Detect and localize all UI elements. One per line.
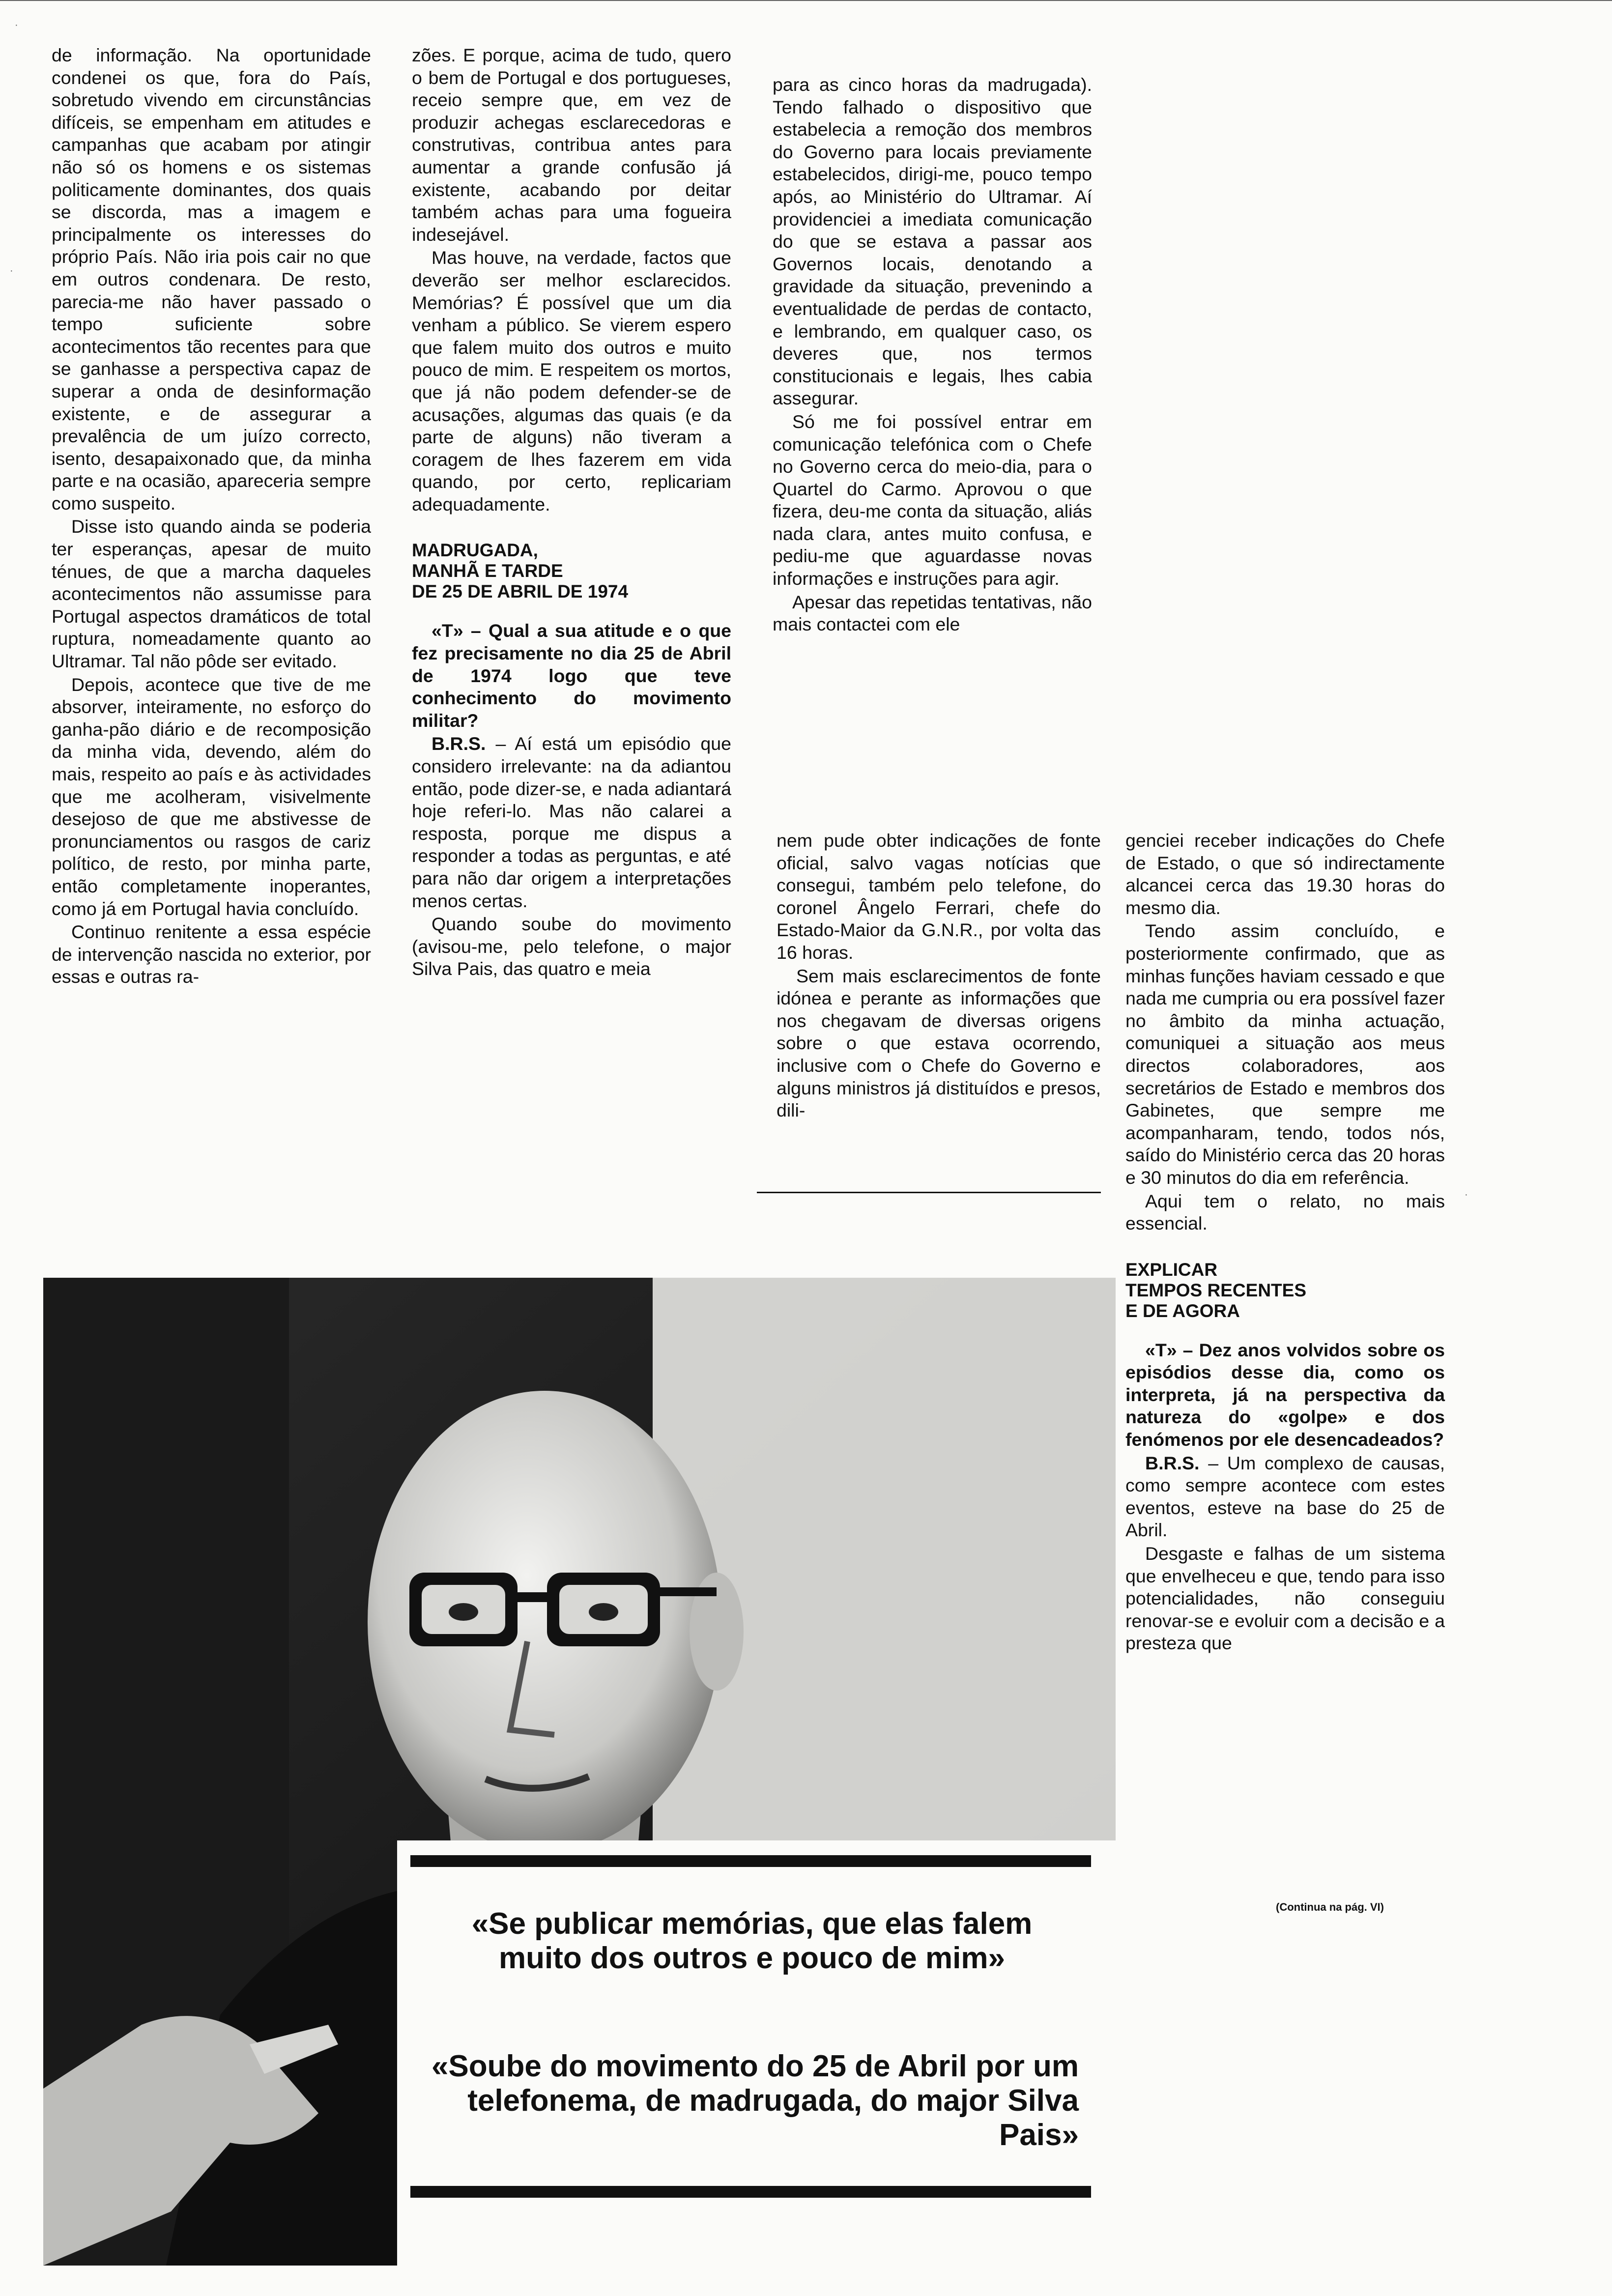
pull-quote-silva-pais: «Soube do movimento do 25 de Abril por um telefonema, de madrugada, do major Silva Pais»: [431, 2049, 1079, 2152]
article-column-1: [52, 44, 371, 988]
heading-line: DE 25 DE ABRIL DE 1974: [412, 581, 629, 602]
col4-paragraph: Tendo assim concluído, e posteriormente confirmado, que as minhas funções haviam cessado e que nada me cumpria ou era possível fazer no âmbito da minha actuação, comuniquei a situação aos meus directos colaboradores, aos secretários de Estado e membros dos Gabinetes, que sempre me acompanharam, tendo, todos nós, saído do Ministério cerca das 20 horas e 30 minutos do dia em referência.: [1125, 920, 1445, 1188]
print-speck: ·: [1465, 1189, 1468, 1200]
col1-paragraph: Continuo renitente a essa espécie de intervenção nascida no exterior, por essas e outras ra-: [52, 921, 371, 987]
col1-paragraph: Disse isto quando ainda se poderia ter esperanças, apesar de muito ténues, de que a marcha daqueles acontecimentos não assumisse para Portugal aspectos dramáticos de total ruptura, nomeadamente quanto ao Ultramar. Tal não pôde ser evitado.: [52, 516, 371, 672]
interview-answer: [1125, 1452, 1445, 1542]
interview-answer: [412, 733, 731, 912]
col1-paragraph: Depois, acontece que tive de me absorver, inteiramente, no esforço do ganha-pão diário e de recomposição da minha vida, devendo, além do mais, respeito ao país e às actividades que me acolheram, visivelmente desejoso de que me abstivesse de pronunciamentos ou rasgos de cariz político, de resto, por minha parte, então completamente inoperantes, como já em Portugal havia concluído.: [52, 674, 371, 919]
article-column-4: [1125, 830, 1445, 1655]
print-speck: ·: [15, 20, 18, 30]
col4-paragraph: Aqui tem o relato, no mais essencial.: [1125, 1190, 1445, 1234]
heading-line: E DE AGORA: [1125, 1300, 1240, 1321]
answer-label: B.R.S.: [432, 733, 486, 754]
article-column-3-continued: [777, 830, 1101, 1122]
pull-quote-memorias: «Se publicar memórias, que elas falem muito dos outros e pouco de mim»: [471, 1907, 1033, 1975]
top-rule: [0, 0, 1612, 1]
col4-paragraph: genciei receber indicações do Chefe de Estado, o que só indirectamente alcancei cerca das 19.30 horas do mesmo dia.: [1125, 830, 1445, 918]
continued-note: (Continua na pág. VI): [1276, 1901, 1384, 1913]
col2-paragraph: zões. E porque, acima de tudo, quero o bem de Portugal e dos portugueses, receio sempre que, em vez de produzir achegas esclarecedoras e construtivas, contribua antes para aumentar a grande confusão já existente, acabando por deitar também achas para uma fogueira indesejável.: [412, 45, 731, 245]
answer-label: B.R.S.: [1145, 1452, 1200, 1473]
col3-paragraph: para as cinco horas da madrugada). Tendo falhado o dispositivo que estabelecia a remoção dos membros do Governo para locais previamente estabelecidos, dirigi-me, pouco tempo após, ao Ministério do Ultramar. Aí providenciei a imediata comunicação do que se estava a passar aos Governos locais, denotando a gravidade da situação, prevenindo a eventualidade de perdas de contacto, e lembrando, em qualquer caso, os deveres que, nos termos constitucionais e legais, lhes cabia assegurar.: [773, 74, 1092, 409]
article-column-3: [773, 74, 1092, 636]
heading-line: MADRUGADA,: [412, 540, 538, 561]
quote-rule-bottom: [410, 2186, 1091, 2198]
col3-paragraph: nem pude obter indicações de fonte oficial, salvo vagas notícias que consegui, também pelo telefone, do coronel Ângelo Ferrari, chefe do Estado-Maior da G.N.R., por volta das 16 horas.: [777, 830, 1101, 963]
print-speck: ·: [10, 265, 13, 276]
article-column-2: [412, 44, 731, 980]
answer-text: – Um complexo de causas, como sempre acontece com estes eventos, esteve na base do 25 de Abril.: [1125, 1452, 1445, 1541]
col3-paragraph: Apesar das repetidas tentativas, não mais contactei com ele: [773, 591, 1092, 635]
col4-paragraph: Desgaste e falhas de um sistema que envelheceu e que, tendo para isso potencialidades, não conseguiu renovar-se e evoluir com a decisão e a presteza que: [1125, 1543, 1445, 1654]
heading-line: TEMPOS RECENTES: [1125, 1280, 1306, 1300]
answer-text: – Aí está um episódio que considero irrelevante: na da adiantou então, pode dizer-se, e nada adiantará hoje referi-lo. Mas não calarei a resposta, porque me dispus a responder a todas as perguntas, e até para não dar origem a interpretações menos certas.: [412, 733, 731, 911]
section-heading-madrugada: [412, 540, 731, 602]
col1-paragraph: de informação. Na oportunidade condenei os que, fora do País, sobretudo vivendo em circunstâncias difíceis, se empenham em atitudes e campanhas que acabam por atingir não só os homens e os sistemas politicamente dominantes, dos quais se discorda, mas a imagem e principalmente os interesses do próprio País. Não iria pois cair no que em outros condenara. De resto, parecia-me não haver passado o tempo suficiente sobre acontecimentos tão recentes para que se ganhasse a perspectiva capaz de superar a onda de desinformação existente, e de assegurar a prevalência de um juízo correcto, isento, desapaixonado que, da minha parte e na ocasião, apareceria sempre como suspeito.: [52, 45, 371, 514]
interview-question: «T» – Dez anos volvidos sobre os episódios desse dia, como os interpreta, já na perspectiva da natureza do «golpe» e dos fenómenos por ele desencadeados?: [1125, 1339, 1445, 1450]
col2-paragraph: Quando soube do movimento (avisou-me, pelo telefone, o major Silva Pais, das quatro e meia: [412, 914, 731, 979]
quote-rule-top: [410, 1855, 1091, 1867]
col3-paragraph: Só me foi possível entrar em comunicação telefónica com o Chefe no Governo cerca do meio-dia, para o Quartel do Carmo. Aprovou o que fizera, deu-me conta da situação, aliás nada clara, antes muito confusa, e pediu-me que aguardasse novas informações e instruções para agir.: [773, 411, 1092, 589]
col3-paragraph: Sem mais esclarecimentos de fonte idónea e perante as informações que nos chegavam de diversas origens sobre o que estava ocorrendo, inclusive com o Chefe do Governo e alguns ministros já distituídos e presos, dili-: [777, 965, 1101, 1121]
heading-line: MANHÃ E TARDE: [412, 561, 563, 581]
interview-question: «T» – Qual a sua atitude e o que fez precisamente no dia 25 de Abril de 1974 logo que teve conhecimento do movimento militar?: [412, 620, 731, 731]
heading-line: EXPLICAR: [1125, 1259, 1218, 1280]
col2-paragraph: Mas houve, na verdade, factos que deverão ser melhor esclarecidos. Memórias? É possível que um dia venham a público. Se vierem espero que falem muito dos outros e muito pouco de mim. E respeitem os mortos, que já não podem defender-se de acusações, algumas das quais (e da parte de alguns) não tiveram a coragem de lhes fazerem em vida quando, por certo, replicariam adequadamente.: [412, 247, 731, 515]
section-heading-explicar: [1125, 1260, 1445, 1321]
column-rule: [757, 1192, 1101, 1193]
